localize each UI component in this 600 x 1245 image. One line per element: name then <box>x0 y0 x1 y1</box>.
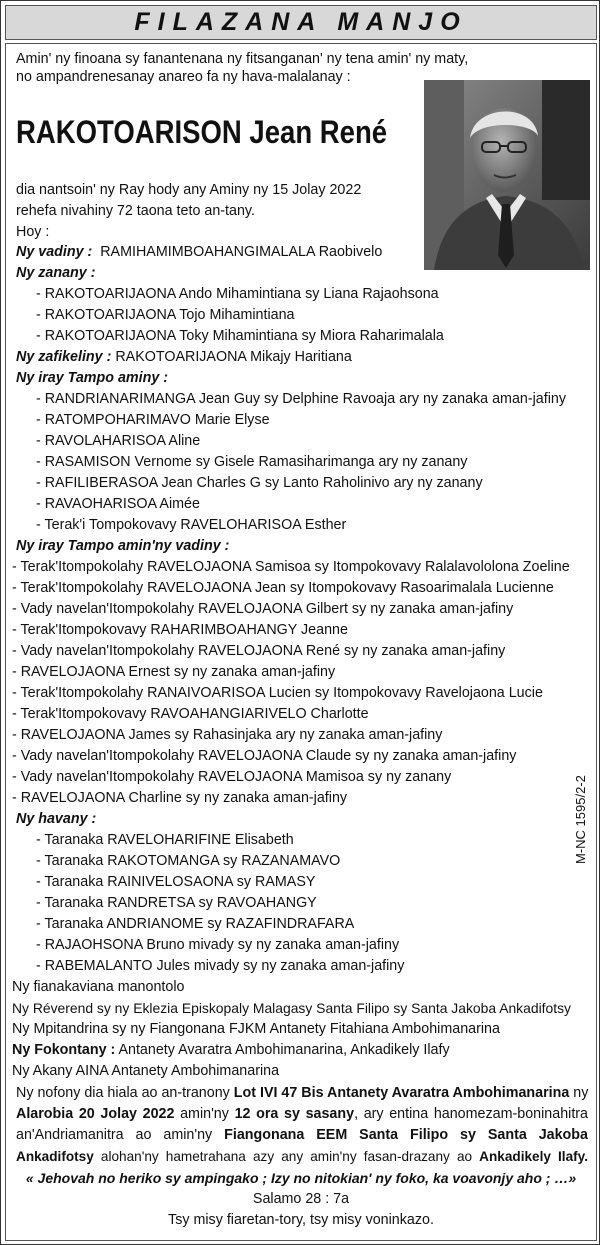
list-item: - Taranaka RANDRETSA sy RAVOAHANGY <box>36 895 317 911</box>
portrait-icon <box>424 80 590 270</box>
funeral-line <box>16 1146 588 1167</box>
tampo-vadiny-label: Ny iray Tampo amin'ny vadiny : <box>16 538 230 554</box>
funeral-line <box>16 1125 588 1146</box>
list-item: - Terak'i Tompokovavy RAVELOHARISOA Esther <box>36 517 347 533</box>
list-item: - RAFILIBERASOA Jean Charles G sy Lanto Raholinivo ary ny zanany <box>36 475 483 491</box>
list-item: - RAVELOJAONA Charline sy ny zanaka aman-jafiny <box>12 790 348 806</box>
zafikeliny-value: RAKOTOARIJAONA Mikajy Haritiana <box>115 349 352 365</box>
list-item: - Terak'Itompokolahy RANAIVOARISOA Lucien sy Itompokovavy Ravelojaona Lucie <box>12 685 543 701</box>
zafikeliny-line <box>16 348 352 366</box>
funeral-text: alohan'ny hametrahana azy any amin'ny fasan-drazany ao <box>93 1149 480 1164</box>
funeral-text: , ary entina hanomezam-boninahitra <box>354 1106 589 1122</box>
list-item: - Taranaka RAVELOHARIFINE Elisabeth <box>36 832 294 848</box>
portrait-photo <box>424 80 590 270</box>
fokontany-label: Ny Fokontany : <box>12 1042 116 1058</box>
list-item: - Vady navelan'Itompokolahy RAVELOJAONA René sy ny zanaka aman-jafiny <box>12 643 506 659</box>
funeral-time: 12 ora sy sasany <box>234 1106 355 1122</box>
vady-value: RAMIHAMIMBOAHANGIMALALA Raobivelo <box>100 244 383 260</box>
funeral-line <box>16 1083 588 1104</box>
list-item: - RATOMPOHARIMAVO Marie Elyse <box>36 412 270 428</box>
list-item: - Terak'Itompokolahy RAVELOJAONA Jean sy Itompokovavy Rasoarimalala Lucienne <box>12 580 554 596</box>
funeral-text: amin'ny <box>174 1106 235 1122</box>
notice-header <box>5 5 597 40</box>
list-item: - Terak'Itompokovavy RAVOAHANGIARIVELO Charlotte <box>12 706 369 722</box>
funeral-text: ny <box>569 1085 589 1101</box>
list-item: - Terak'Itompokolahy RAVELOJAONA Samisoa sy Itompokovavy Ralalavololona Zoeline <box>12 559 570 575</box>
list-item: - Terak'Itompokovavy RAHARIMBOAHANGY Jeanne <box>12 622 348 638</box>
vady-label: Ny vadiny : <box>16 244 93 260</box>
death-line: dia nantsoin' ny Ray hody any Aminy ny 15 Jolay 2022 <box>16 182 362 198</box>
list-item: - RAKOTOARIJAONA Toky Mihamintiana sy Miora Raharimalala <box>36 328 444 344</box>
list-item: - RASAMISON Vernome sy Gisele Ramasiharimanga ary ny zanany <box>36 454 468 470</box>
hoy-label: Hoy : <box>16 224 50 240</box>
list-item: - RAVAOHARISOA Aimée <box>36 496 200 512</box>
tampo-aminy-label: Ny iray Tampo aminy : <box>16 370 169 386</box>
funeral-date: Alarobia 20 Jolay 2022 <box>16 1106 175 1122</box>
fokontany-line <box>12 1041 450 1059</box>
psalm-reference: Salamo 28 : 7a <box>252 1191 350 1207</box>
list-item: - RANDRIANARIMANGA Jean Guy sy Delphine Ravoaja ary ny zanaka aman-jafiny <box>36 391 566 407</box>
list-item: - Taranaka RAINIVELOSAONA sy RAMASY <box>36 874 316 890</box>
list-item: - Taranaka ANDRIANOME sy RAZAFINDRAFARA <box>36 916 355 932</box>
notice-body <box>5 43 597 1241</box>
zafikeliny-label: Ny zafikeliny : <box>16 349 112 365</box>
list-item: - RAVELOJAONA Ernest sy ny zanaka aman-jafiny <box>12 664 336 680</box>
funeral-church: Fiangonana EEM Santa Filipo sy Santa Jakoba <box>224 1127 588 1143</box>
ad-reference: M-NC 1595/2-2 <box>573 775 588 864</box>
list-item: - RAVELOJAONA James sy Rahasinjaka ary ny zanaka aman-jafiny <box>12 727 443 743</box>
intro-line: Amin' ny finoana sy fanantenana ny fitsanganan' ny tena amin' ny maty, <box>16 51 469 67</box>
funeral-line <box>16 1104 588 1125</box>
vady-line <box>16 243 382 261</box>
intro-line: no ampandrenesanay anareo fa ny hava-malalanay : <box>16 69 351 85</box>
list-item: - Vady navelan'Itompokolahy RAVELOJAONA Mamisoa sy ny zanany <box>12 769 452 785</box>
list-item: - Vady navelan'Itompokolahy RAVELOJAONA Gilbert sy ny zanaka aman-jafiny <box>12 601 514 617</box>
list-item: - RAVOLAHARISOA Aline <box>36 433 201 449</box>
others-line: Ny Réverend sy ny Eklezia Episkopaly Malagasy Santa Filipo sy Santa Jakoba Ankadifotsy <box>12 1000 571 1016</box>
zanany-label: Ny zanany : <box>16 265 96 281</box>
death-line: rehefa nivahiny 72 taona teto an-tany. <box>16 203 255 219</box>
list-item: - RAKOTOARIJAONA Ando Mihamintiana sy Liana Rajaohsona <box>36 286 439 302</box>
list-item: - RABEMALANTO Jules mivady sy ny zanaka aman-jafiny <box>36 958 405 974</box>
bible-quote: « Jehovah no heriko sy ampingako ; Izy no nitokian' ny foko, ka voavonjy aho ; …» <box>25 1170 577 1186</box>
closing-note: Tsy misy fiaretan-tory, tsy misy voninkazo. <box>168 1212 434 1228</box>
funeral-burial: Ankadikely Ilafy. <box>479 1149 588 1164</box>
fokontany-value: Antanety Avaratra Ambohimanarina, Ankadikely Ilafy <box>118 1042 450 1058</box>
others-line: Ny Mpitandrina sy ny Fiangonana FJKM Antanety Fitahiana Ambohimanarina <box>12 1021 500 1037</box>
funeral-text: an'Andriamanitra ao amin'ny <box>16 1127 225 1143</box>
funeral-place: Lot IVI 47 Bis Antanety Avaratra Ambohimanarina <box>233 1085 570 1101</box>
list-item: - RAKOTOARIJAONA Tojo Mihamintiana <box>36 307 295 323</box>
list-item: - Taranaka RAKOTOMANGA sy RAZANAMAVO <box>36 853 341 869</box>
havany-label: Ny havany : <box>16 811 97 827</box>
others-line: Ny fianakaviana manontolo <box>12 979 185 995</box>
akany-line: Ny Akany AINA Antanety Ambohimanarina <box>12 1063 280 1079</box>
deceased-name: RAKOTOARISON Jean René <box>16 114 388 150</box>
funeral-text: Ny nofony dia hiala ao an-tranony <box>16 1085 234 1101</box>
funeral-church: Ankadifotsy <box>16 1149 94 1164</box>
list-item: - RAJAOHSONA Bruno mivady sy ny zanaka aman-jafiny <box>36 937 400 953</box>
list-item: - Vady navelan'Itompokolahy RAVELOJAONA Claude sy ny zanaka aman-jafiny <box>12 748 517 764</box>
notice-title: FILAZANA MANJO <box>134 8 468 36</box>
